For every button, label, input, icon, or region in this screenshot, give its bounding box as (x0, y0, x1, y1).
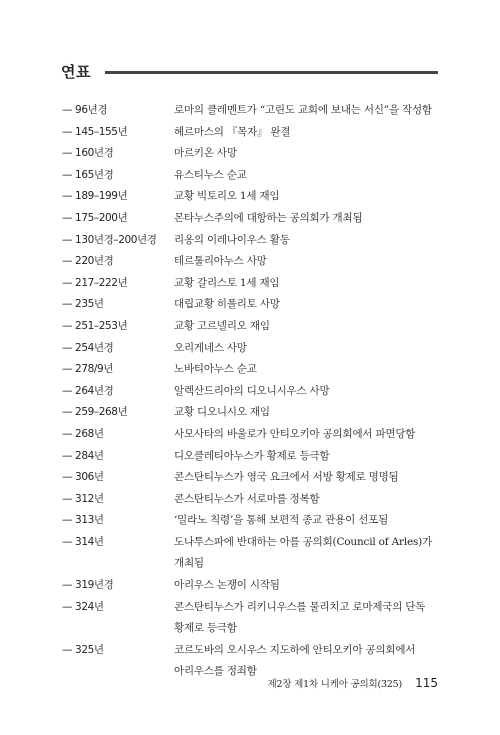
timeline-event: 콘스탄티누스가 리키니우스를 물리치고 로마제국의 단독 황제로 등극함 (174, 600, 426, 635)
timeline-year: — 325년 (62, 643, 104, 656)
timeline-entry (62, 143, 438, 165)
timeline-event: 코르도바의 오시우스 지도하에 안티오키아 공의회에서 아리우스를 정죄함 (174, 643, 416, 678)
timeline-event: 로마의 클레멘트가 “고린도 교회에 보내는 서신”을 작성함 (174, 104, 432, 116)
timeline-entry (62, 165, 438, 187)
timeline-entry (62, 510, 438, 532)
header-rule (105, 71, 438, 74)
timeline-event: 알렉산드리아의 디오니시우스 사망 (174, 384, 330, 397)
timeline-event: 교황 갈리스토 1세 재임 (174, 276, 280, 289)
timeline-year: — 160년경 (62, 147, 114, 160)
chronology-list (62, 100, 438, 683)
timeline-year: — 259–268년 (62, 406, 128, 419)
timeline-year: — 254년경 (62, 341, 114, 354)
timeline-event: 테르툴리아누스 사망 (174, 255, 267, 268)
timeline-entry (62, 294, 438, 316)
timeline-event: 대립교황 히폴리토 사망 (174, 298, 280, 311)
timeline-event: 리옹의 이레나이우스 활동 (174, 233, 290, 246)
timeline-event: 콘스탄티누스가 영국 요크에서 서방 황제로 명명됨 (174, 471, 399, 484)
timeline-event: 아리우스 논쟁이 시작됨 (174, 579, 280, 592)
timeline-year: — 319년경 (62, 579, 114, 592)
timeline-event: 오리게네스 사망 (174, 341, 247, 354)
timeline-year: — 175–200년 (62, 211, 128, 224)
timeline-event: 교황 고르넬리오 재임 (174, 319, 270, 332)
timeline-year: — 312년 (62, 492, 104, 505)
timeline-year: — 268년 (62, 427, 104, 440)
timeline-event: 마르키온 사망 (174, 147, 237, 160)
timeline-entry (62, 575, 438, 597)
timeline-year: — 313년 (62, 514, 104, 527)
section-header (61, 62, 438, 84)
timeline-year: — 145–155년 (62, 125, 128, 138)
timeline-entry (62, 230, 438, 252)
timeline-entry (62, 597, 438, 640)
timeline-event: 도나투스파에 반대하는 아를 공의회(Council of Arles)가 개최됨 (174, 535, 433, 570)
timeline-entry (62, 402, 438, 424)
timeline-entry (62, 359, 438, 381)
timeline-entry (62, 122, 438, 144)
timeline-year: — 130년경–200년경 (62, 233, 157, 246)
timeline-year: — 235년 (62, 298, 104, 311)
page-number: 115 (415, 676, 438, 690)
timeline-year: — 165년경 (62, 168, 114, 181)
timeline-event: 유스티누스 순교 (174, 168, 247, 181)
timeline-year: — 324년 (62, 600, 104, 613)
timeline-entry (62, 381, 438, 403)
timeline-entry (62, 338, 438, 360)
timeline-year: — 306년 (62, 471, 104, 484)
timeline-entry (62, 208, 438, 230)
timeline-event: 디오클레티아누스가 황제로 등극함 (174, 449, 330, 462)
timeline-event: 사모사타의 바울로가 안티오키아 공의회에서 파면당함 (174, 427, 416, 440)
section-title: 연표 (61, 63, 91, 81)
timeline-event: 교황 빅토리오 1세 재임 (174, 190, 280, 203)
timeline-entry (62, 467, 438, 489)
timeline-year: — 217–222년 (62, 276, 128, 289)
timeline-year: — 264년경 (62, 384, 114, 397)
timeline-entry (62, 532, 438, 575)
timeline-event: 교황 디오니시오 재임 (174, 406, 270, 419)
timeline-entry (62, 316, 438, 338)
timeline-entry (62, 273, 438, 295)
page-footer (268, 672, 438, 691)
timeline-year: — 96년경 (62, 104, 108, 116)
timeline-event: ‘밀라노 칙령’을 통해 보편적 종교 관용이 선포됨 (174, 514, 389, 527)
timeline-event: 헤르마스의 『목자』 완결 (174, 125, 291, 138)
timeline-event: 몬타누스주의에 대항하는 공의회가 개최됨 (174, 211, 363, 224)
timeline-entry (62, 100, 438, 122)
timeline-entry (62, 186, 438, 208)
timeline-entry (62, 446, 438, 468)
timeline-year: — 189–199년 (62, 190, 128, 203)
timeline-year: — 314년 (62, 535, 104, 548)
running-footer-chapter: 제2장 제1차 니케아 공의회(325) (267, 679, 402, 690)
timeline-year: — 251–253년 (62, 319, 128, 332)
timeline-year: — 284년 (62, 449, 104, 462)
timeline-entry (62, 424, 438, 446)
timeline-year: — 220년경 (62, 255, 114, 268)
timeline-year: — 278/9년 (62, 363, 114, 376)
timeline-event: 노바티아누스 순교 (174, 363, 257, 376)
timeline-event: 콘스탄티누스가 서로마를 정복함 (174, 492, 320, 505)
timeline-entry (62, 251, 438, 273)
timeline-entry (62, 489, 438, 511)
